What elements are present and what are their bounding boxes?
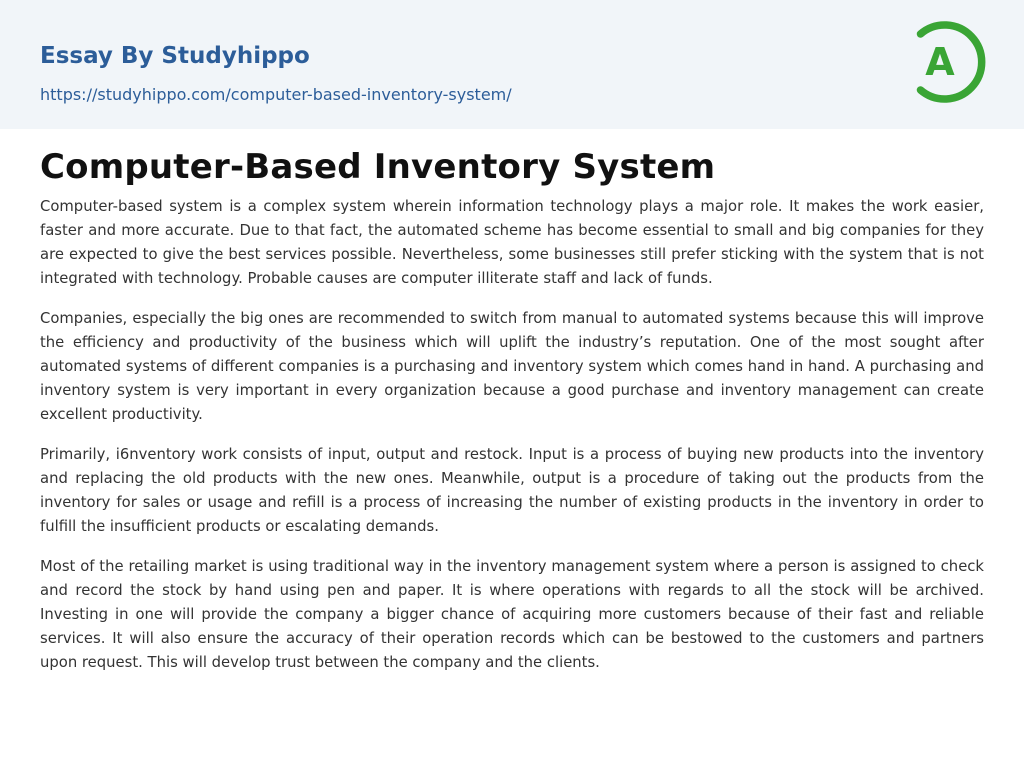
logo-letter: A bbox=[925, 40, 955, 84]
essay-title: Computer-Based Inventory System bbox=[40, 147, 716, 187]
essay-paragraph-4: Most of the retailing market is using traditional way in the inventory management system where a person is assigned to check and record the stock by hand using pen and paper. It is where operations with regards to all the stock will be archived. Investing in one will provide the company a bigger chance of acquiring more customers because of their fast and reliable services. It will also ensure the accuracy of their operation records which can be bestowed to the customers and partners upon request. This will develop trust between the company and the clients. bbox=[40, 558, 984, 671]
source-url-link[interactable]: https://studyhippo.com/computer-based-inventory-system/ bbox=[40, 85, 512, 104]
essay-content bbox=[40, 144, 984, 691]
studyhippo-logo-icon bbox=[912, 18, 988, 106]
essay-paragraph-2: Companies, especially the big ones are recommended to switch from manual to automated systems because this will improve the efficiency and productivity of the business which will uplift the industry’s reputation. One of the most sought after automated systems of different companies is a purchasing and inventory system which comes hand in hand. A purchasing and inventory system is very important in every organization because a good purchase and inventory management can create excellent productivity. bbox=[40, 310, 984, 423]
essay-paragraph-1: Computer-based system is a complex system wherein information technology plays a major role. It makes the work easier, faster and more accurate. Due to that fact, the automated scheme has become essential to small and big companies for they are expected to give the best services possible. Nevertheless, some businesses still prefer sticking with the system that is not integrated with technology. Probable causes are computer illiterate staff and lack of funds. bbox=[40, 198, 984, 287]
page-header bbox=[0, 0, 1024, 129]
site-title: Essay By Studyhippo bbox=[40, 43, 310, 69]
essay-paragraph-3: Primarily, i6nventory work consists of input, output and restock. Input is a process of buying new products into the inventory and replacing the old products with the new ones. Meanwhile, output is a procedure of taking out the products from the inventory for sales or usage and refill is a process of increasing the number of existing products in the inventory in order to fulfill the insufficient products or escalating demands. bbox=[40, 446, 984, 535]
